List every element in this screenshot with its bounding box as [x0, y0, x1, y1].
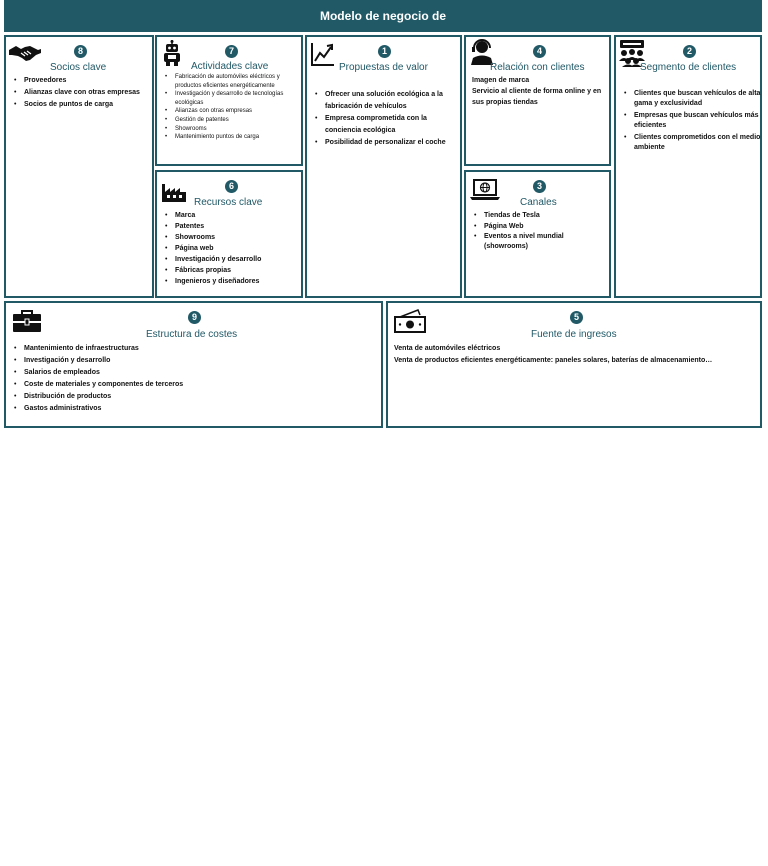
relacion-clientes-box	[464, 35, 611, 166]
list-item: • Proveedores	[24, 75, 140, 87]
step-number-6: 6	[225, 180, 238, 193]
list-item: • Socios de puntos de carga	[24, 99, 140, 111]
list-item: • Posibilidad de personalizar el coche	[325, 137, 463, 149]
list-item: • Distribución de productos	[24, 391, 183, 403]
segmento-clientes-list	[622, 89, 762, 153]
list-item: • Patentes	[175, 221, 261, 232]
segmento-clientes-box	[614, 35, 762, 298]
socios-clave-box	[4, 35, 154, 298]
propuestas-valor-title: Propuestas de valor	[339, 62, 428, 73]
step-number-7: 7	[225, 45, 238, 58]
list-item: • Investigación y desarrollo de tecnologías ecológicas	[175, 90, 305, 107]
segmento-clientes-title: Segmento de clientes	[640, 62, 737, 73]
list-item: • Coste de materiales y componentes de terceros	[24, 379, 183, 391]
list-item: Venta de productos eficientes energéticamente: paneles solares, baterías de almacenamiento…	[394, 357, 713, 364]
list-item: • Fábricas propias	[175, 265, 261, 276]
propuestas-valor-list	[313, 89, 463, 149]
socios-clave-list	[12, 75, 140, 111]
list-item: Venta de automóviles eléctricos	[394, 345, 501, 352]
laptop-globe-icon	[470, 179, 500, 201]
list-item: • Marca	[175, 210, 261, 221]
estructura-costes-box	[4, 301, 383, 428]
canvas-title: Modelo de negocio de	[4, 0, 762, 32]
list-item: • Gestión de patentes	[175, 116, 305, 125]
recursos-clave-title: Recursos clave	[194, 197, 263, 208]
step-number-2: 2	[683, 45, 696, 58]
list-item: • Investigación y desarrollo	[24, 355, 183, 367]
canales-box	[464, 170, 611, 298]
list-item: • Mantenimiento de infraestructuras	[24, 343, 183, 355]
chart-line-icon	[311, 42, 335, 66]
step-number-5: 5	[570, 311, 583, 324]
list-item: • Showrooms	[175, 232, 261, 243]
actividades-clave-list	[163, 73, 305, 142]
factory-icon	[162, 182, 186, 202]
list-item: • Ingenieros y diseñadores	[175, 276, 261, 287]
fuente-ingresos-box	[386, 301, 762, 428]
socios-clave-title: Socios clave	[50, 62, 107, 73]
list-item: • Tiendas de Tesla	[484, 210, 594, 221]
step-number-9: 9	[188, 311, 201, 324]
list-item: • Ofrecer una solución ecológica a la fabricación de vehículos	[325, 89, 463, 113]
list-item: • Clientes comprometidos con el medio ambiente	[634, 133, 762, 153]
list-item: • Clientes que buscan vehículos de alta gama y exclusividad	[634, 89, 762, 109]
step-number-1: 1	[378, 45, 391, 58]
relacion-clientes-text	[472, 75, 606, 108]
list-item: • Página Web	[484, 221, 594, 232]
step-number-8: 8	[74, 45, 87, 58]
list-item: • Mantenimiento puntos de carga	[175, 133, 305, 142]
list-item: • Alianzas con otras empresas	[175, 107, 305, 116]
actividades-clave-box	[155, 35, 303, 166]
canales-title: Canales	[520, 197, 557, 208]
estructura-costes-list	[12, 343, 183, 415]
fuente-ingresos-title: Fuente de ingresos	[531, 329, 617, 340]
step-number-3: 3	[533, 180, 546, 193]
list-item: • Alianzas clave con otras empresas	[24, 87, 140, 99]
list-item: Imagen de marca	[472, 77, 530, 84]
list-item: • Salarios de empleados	[24, 367, 183, 379]
recursos-clave-list	[163, 210, 261, 287]
list-item: • Página web	[175, 243, 261, 254]
relacion-clientes-title: Relación con clientes	[490, 62, 585, 73]
list-item: • Fabricación de automóviles eléctricos y productos eficientes energéticamente	[175, 73, 305, 90]
robot-icon	[163, 40, 181, 66]
propuestas-valor-box	[305, 35, 462, 298]
step-number-4: 4	[533, 45, 546, 58]
list-item: Servicio al cliente de forma online y en sus propias tiendas	[472, 88, 602, 106]
briefcase-icon	[13, 310, 41, 332]
recursos-clave-box	[155, 170, 303, 298]
list-item: • Empresas que buscan vehículos más eficientes	[634, 111, 762, 131]
actividades-clave-title: Actividades clave	[191, 61, 269, 72]
list-item: • Gastos administrativos	[24, 403, 183, 415]
handshake-icon	[8, 44, 42, 62]
estructura-costes-title: Estructura de costes	[146, 329, 238, 340]
list-item: • Showrooms	[175, 125, 305, 134]
canales-list	[472, 210, 594, 252]
list-item: • Empresa comprometida con la conciencia ecológica	[325, 113, 463, 137]
list-item: • Investigación y desarrollo	[175, 254, 261, 265]
fuente-ingresos-text	[394, 343, 754, 367]
list-item: • Eventos a nivel mundial (showrooms)	[484, 232, 594, 252]
money-icon	[394, 309, 426, 333]
